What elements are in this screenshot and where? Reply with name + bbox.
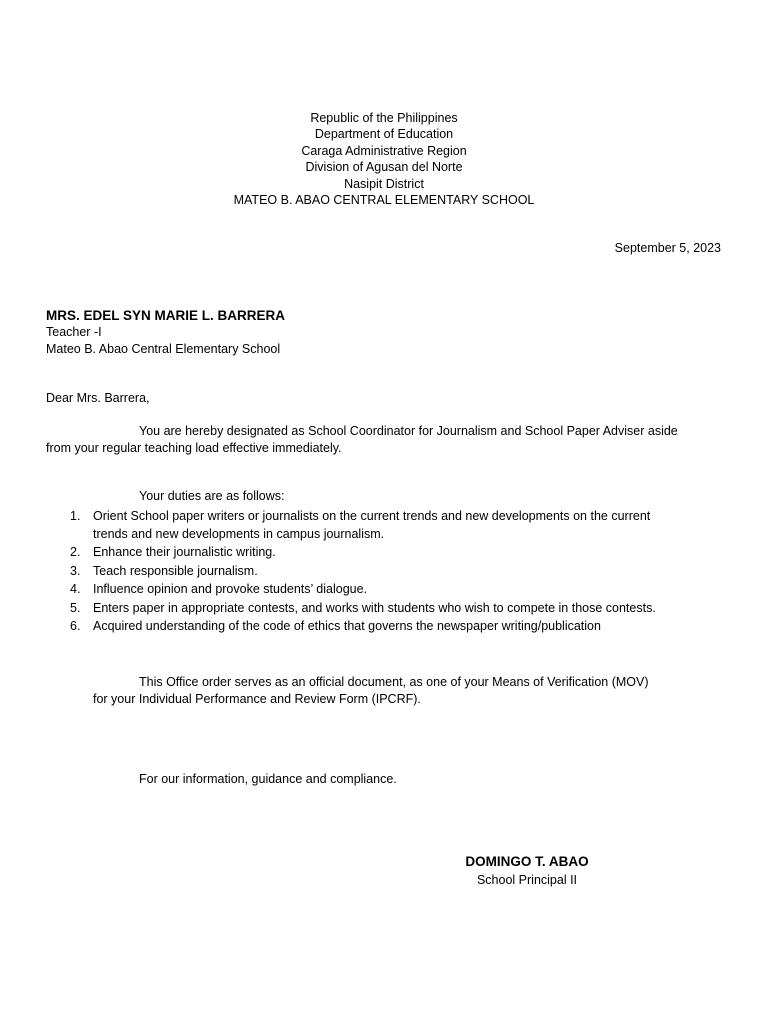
designation-line-1: You are hereby designated as School Coordinator for Journalism and School Paper Adviser aside: [139, 424, 678, 438]
duties-list: [66, 507, 706, 636]
duty-text: Orient School paper writers or journalists on the current trends and new developments on the current: [93, 509, 651, 523]
duty-number: 5.: [70, 600, 81, 615]
mov-line-2: for your Individual Performance and Review Form (IPCRF).: [93, 691, 421, 706]
duty-item: [66, 599, 706, 618]
letter-date: September 5, 2023: [614, 241, 721, 255]
duty-text-continued: trends and new developments in campus journalism.: [93, 527, 385, 541]
duty-text: Influence opinion and provoke students’ dialogue.: [93, 582, 368, 597]
duties-intro: Your duties are as follows:: [139, 489, 285, 503]
duty-number: 4.: [70, 582, 81, 597]
duty-number: 3.: [70, 563, 81, 578]
letterhead-country: Republic of the Philippines: [310, 111, 458, 125]
signatory-title: School Principal II: [476, 873, 578, 887]
duty-item: [66, 543, 706, 562]
duty-number: 1.: [70, 509, 81, 523]
mov-paragraph: [93, 674, 713, 707]
letterhead-region: Caraga Administrative Region: [301, 143, 467, 158]
duty-text: Enhance their journalistic writing.: [93, 545, 276, 559]
mov-line-1: This Office order serves as an official document, as one of your Means of Verification (MOV): [139, 675, 649, 689]
letterhead-division: Division of Agusan del Norte: [305, 160, 463, 175]
recipient-position: Teacher -I: [46, 325, 102, 339]
duty-number: 2.: [70, 545, 81, 559]
designation-line-2: from your regular teaching load effective immediately.: [46, 440, 342, 455]
closing-line: For our information, guidance and compliance.: [139, 772, 397, 786]
duty-number: 6.: [70, 619, 81, 634]
duty-item: [66, 617, 706, 636]
letterhead-department: Department of Education: [314, 127, 454, 142]
duty-text: Teach responsible journalism.: [93, 563, 258, 578]
duty-text: Enters paper in appropriate contests, and works with students who wish to compete in those contests.: [93, 600, 656, 615]
recipient-school: Mateo B. Abao Central Elementary School: [46, 342, 281, 356]
duty-text: Acquired understanding of the code of ethics that governs the newspaper writing/publication: [93, 619, 601, 634]
designation-paragraph: [46, 423, 726, 456]
recipient-name: MRS. EDEL SYN MARIE L. BARRERA: [46, 308, 286, 323]
letterhead-school: MATEO B. ABAO CENTRAL ELEMENTARY SCHOOL: [233, 193, 535, 208]
salutation: Dear Mrs. Barrera,: [46, 391, 150, 405]
duty-item: [66, 562, 706, 581]
duty-item: [66, 507, 706, 543]
letterhead: [0, 110, 768, 208]
signature-block: [440, 853, 614, 889]
duty-item: [66, 580, 706, 599]
signatory-name: DOMINGO T. ABAO: [465, 854, 589, 869]
recipient-block: [46, 307, 285, 358]
letterhead-district: Nasipit District: [344, 176, 424, 191]
